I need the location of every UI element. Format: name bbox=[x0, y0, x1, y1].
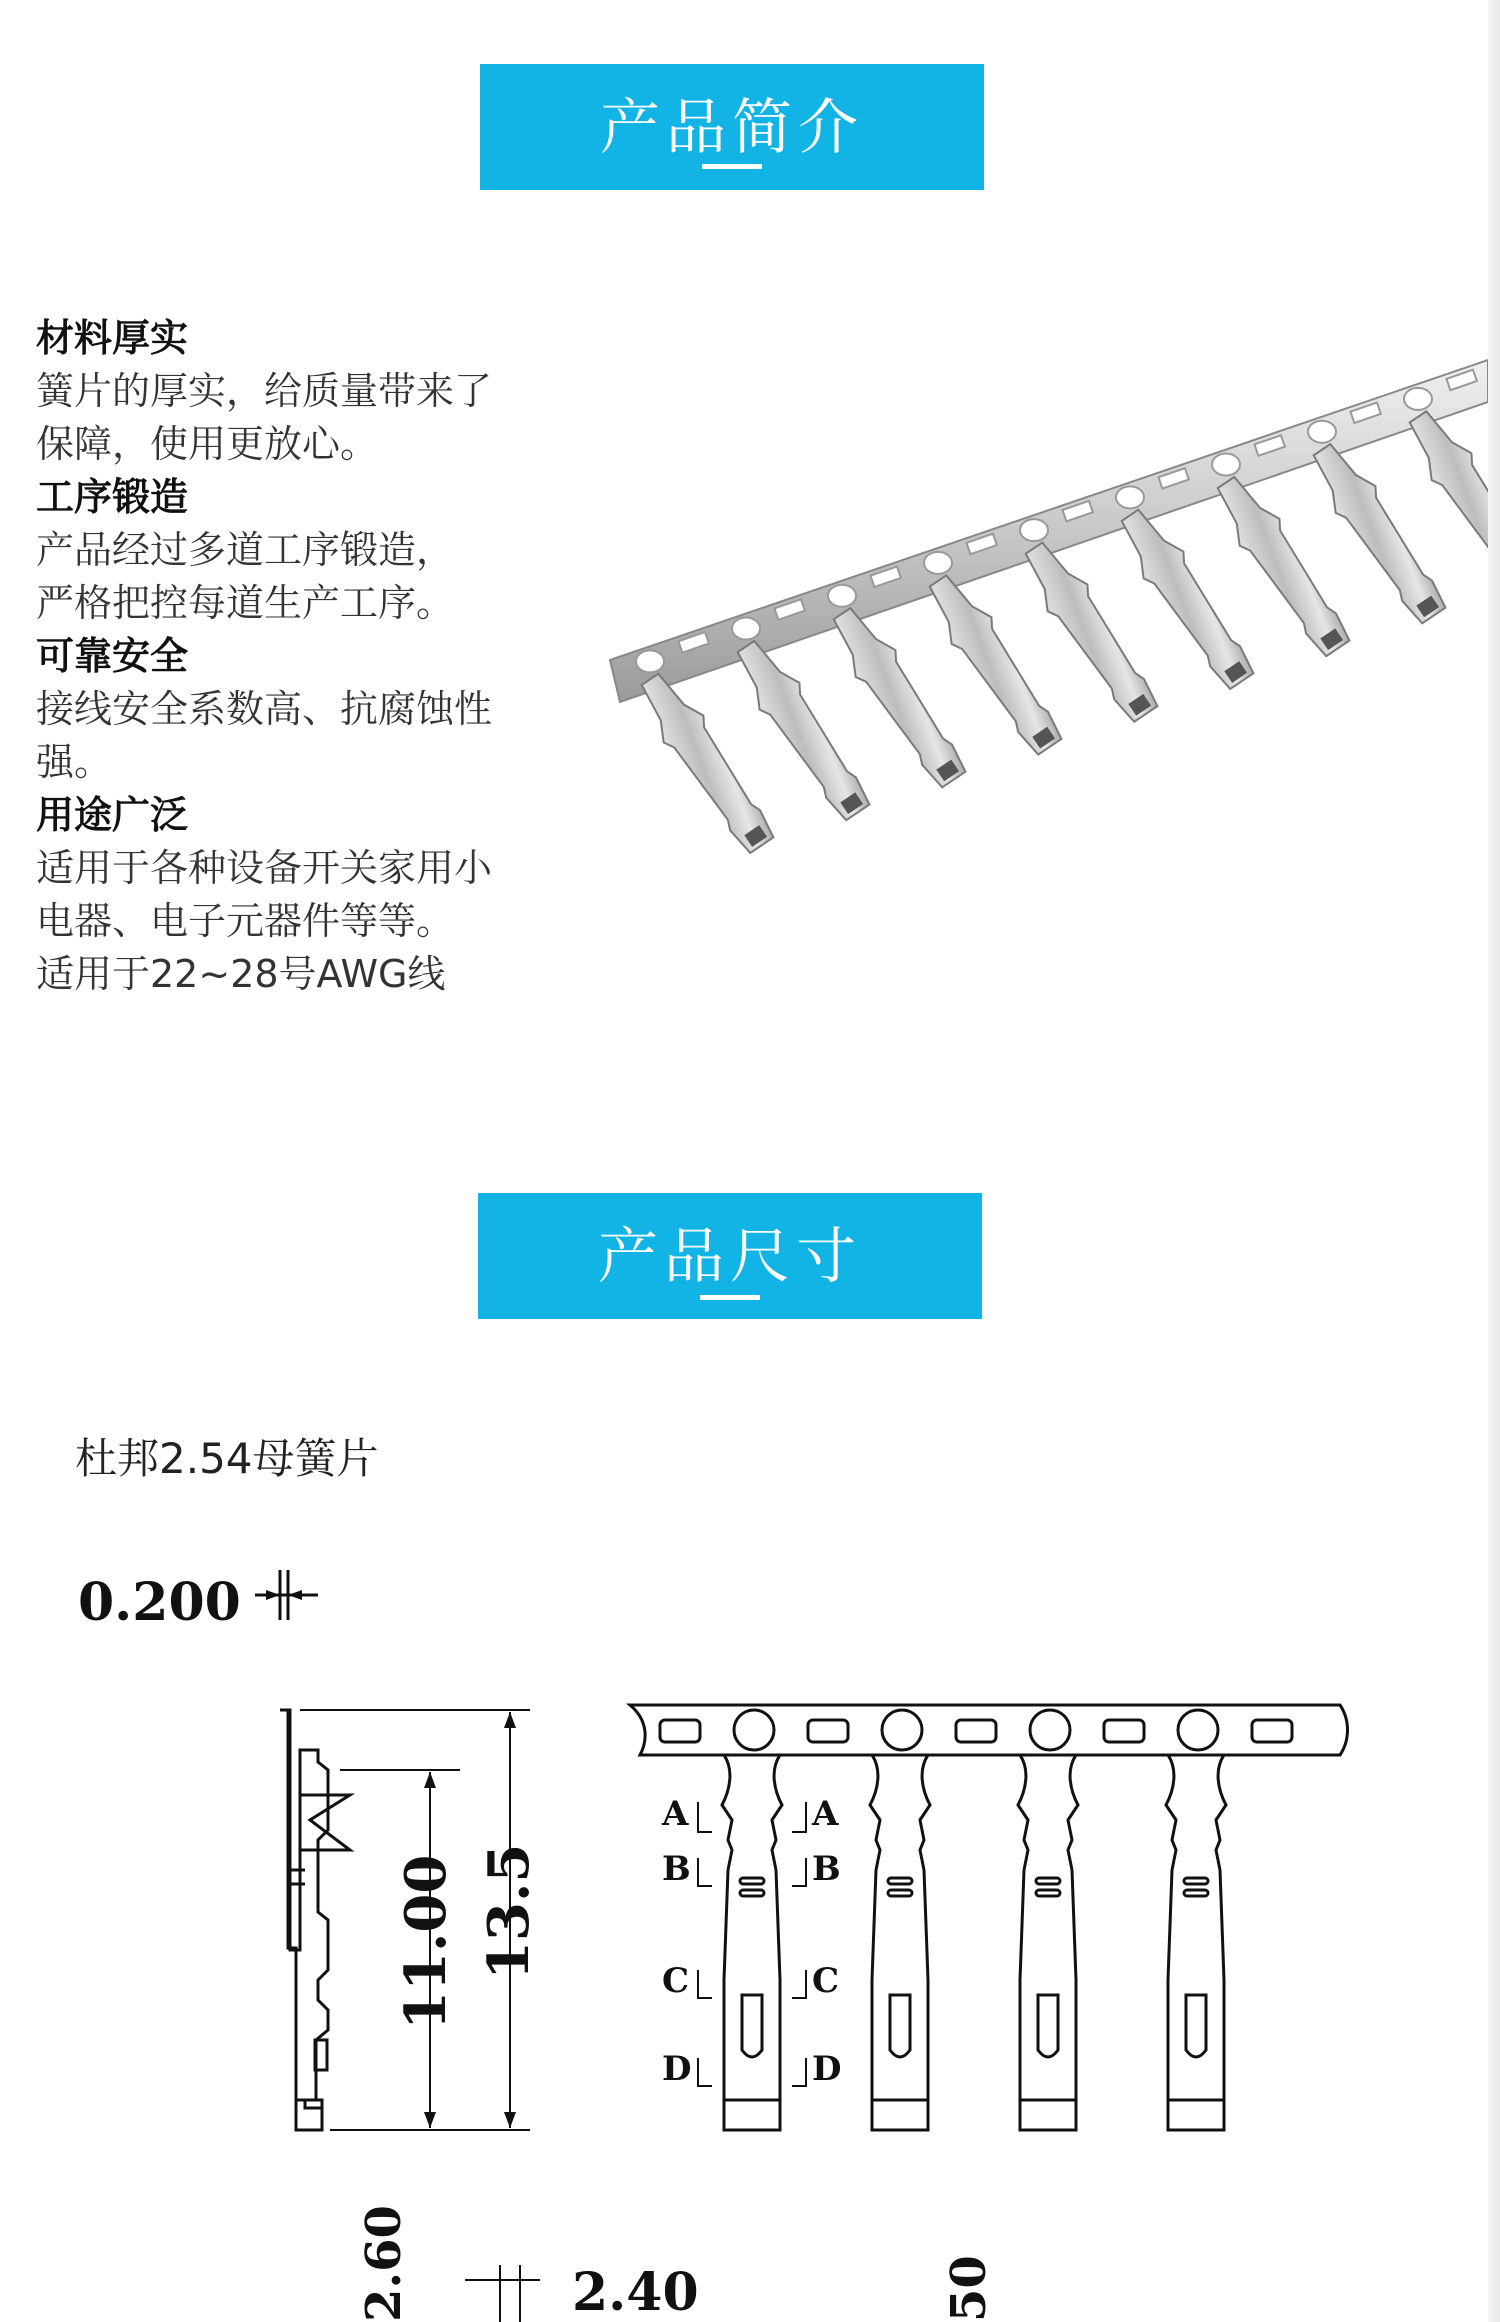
feature-heading: 可靠安全 bbox=[36, 634, 189, 678]
feature-item bbox=[36, 471, 576, 630]
feature-body: 适用于各种设备开关家用小 电器、电子元器件等等。 适用于22~28号AWG线 bbox=[36, 846, 493, 996]
drawing-terminal bbox=[722, 1755, 782, 2130]
strip-hole bbox=[1020, 519, 1048, 541]
section-label-d-right: D bbox=[812, 2049, 842, 2089]
section-label-b-right: B bbox=[812, 1849, 841, 1889]
strip-hole bbox=[828, 585, 856, 607]
feature-item bbox=[36, 630, 576, 789]
drawing-hole bbox=[734, 1710, 774, 1750]
feature-body: 产品经过多道工序锻造， 严格把控每道生产工序。 bbox=[36, 528, 455, 625]
drawing-caption: 杜邦2.54母簧片 bbox=[75, 1434, 379, 1483]
drawing-hole bbox=[956, 1720, 996, 1742]
drawing-terminal bbox=[1018, 1755, 1078, 2130]
drawing-hole bbox=[1178, 1710, 1218, 1750]
strip-hole bbox=[732, 618, 760, 640]
strip-hole bbox=[924, 552, 952, 574]
strip-hole bbox=[1404, 388, 1432, 410]
dimension-drawing bbox=[0, 1540, 1488, 2322]
section-label-a-left: A bbox=[662, 1794, 689, 1834]
feature-list bbox=[36, 312, 576, 1001]
drawing-hole bbox=[882, 1710, 922, 1750]
feature-body: 簧片的厚实，给质量带来了 保障，使用更放心。 bbox=[36, 369, 493, 466]
drawing-hole bbox=[660, 1720, 700, 1742]
feature-heading: 材料厚实 bbox=[36, 316, 189, 360]
dim-bottom-3-label: 50 bbox=[941, 2255, 997, 2322]
section-title-size: 产品尺寸 bbox=[598, 1222, 862, 1292]
drawing-hole bbox=[1030, 1710, 1070, 1750]
dim-bottom-1-label: 2.60 bbox=[356, 2205, 412, 2322]
dim-thickness-label: 0.200 bbox=[78, 1572, 241, 1633]
section-banner-size bbox=[478, 1193, 982, 1319]
section-label-b-left: B bbox=[662, 1849, 691, 1889]
dim-total-height-label: 13.5 bbox=[476, 1843, 542, 1980]
banner-underline bbox=[700, 1295, 760, 1300]
banner-underline bbox=[702, 164, 762, 169]
strip-hole bbox=[636, 650, 664, 672]
strip-hole bbox=[1308, 421, 1336, 443]
dim-body-height-label: 11.00 bbox=[393, 1854, 459, 2030]
section-label-c-left: C bbox=[662, 1961, 690, 2001]
feature-item bbox=[36, 789, 576, 1001]
drawing-terminal bbox=[870, 1755, 930, 2130]
feature-item bbox=[36, 312, 576, 471]
dim-bottom-2-label: 2.40 bbox=[572, 2262, 699, 2322]
strip-hole bbox=[1212, 454, 1240, 476]
feature-body: 接线安全系数高、抗腐蚀性 强。 bbox=[36, 687, 493, 784]
drawing-hole bbox=[1104, 1720, 1144, 1742]
strip-hole bbox=[1116, 486, 1144, 508]
section-label-c-right: C bbox=[812, 1961, 840, 2001]
product-photo bbox=[600, 330, 1488, 890]
section-title-intro: 产品简介 bbox=[600, 93, 864, 163]
drawing-hole bbox=[1252, 1720, 1292, 1742]
section-label-a-right: A bbox=[812, 1794, 839, 1834]
section-label-d-left: D bbox=[662, 2049, 692, 2089]
section-banner-intro bbox=[480, 64, 984, 190]
drawing-hole bbox=[808, 1720, 848, 1742]
drawing-terminal bbox=[1166, 1755, 1226, 2130]
page-edge-shadow bbox=[1488, 0, 1500, 2322]
feature-heading: 用途广泛 bbox=[36, 793, 189, 837]
feature-heading: 工序锻造 bbox=[36, 475, 189, 519]
